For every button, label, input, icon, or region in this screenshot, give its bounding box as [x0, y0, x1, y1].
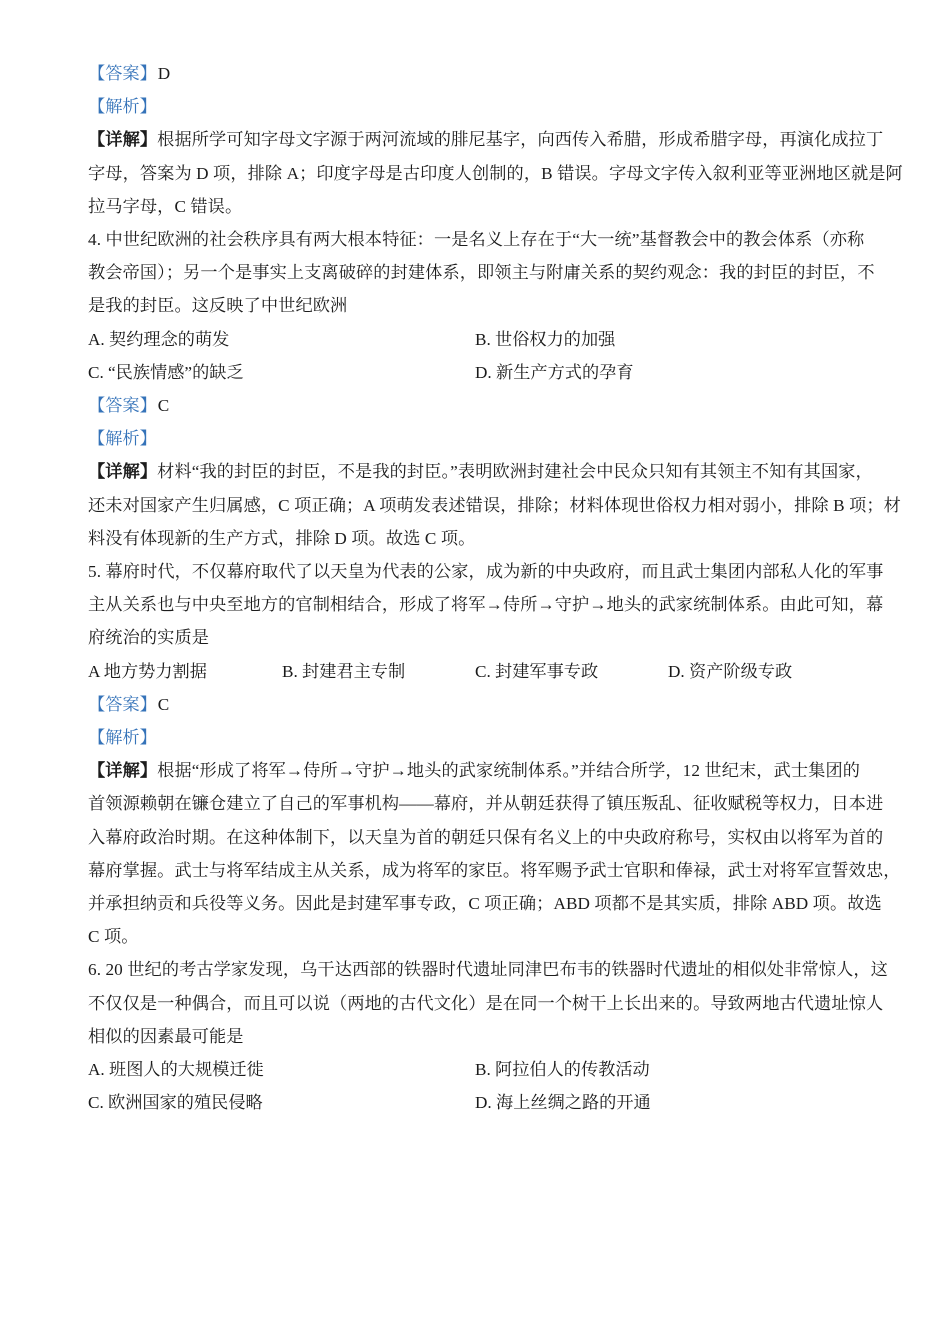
detail-paragraph	[88, 455, 901, 555]
answer-line	[88, 688, 873, 721]
detail-line: 料没有体现新的生产方式，排除 D 项。故选 C 项。	[88, 528, 476, 548]
detail-label: 【详解】	[88, 130, 158, 150]
question-line: 5. 幕府时代，不仅幕府取代了以天皇为代表的公家，成为新的中央政府，而且武士集团内部私人化的军事	[88, 562, 884, 582]
detail-line: 【详解】材料“我的封臣的封臣，不是我的封臣。”表明欧洲封建社会中民众只知有其领主不知有其国家，	[88, 462, 873, 482]
answer-line	[88, 389, 873, 422]
detail-line: C 项。	[88, 927, 139, 947]
detail-line: 拉马字母，C 错误。	[88, 196, 243, 216]
detail-line: 【详解】根据所学可知字母文字源于两河流域的腓尼基字，向西传入希腊，形成希腊字母，再演化成拉丁	[88, 130, 884, 150]
detail-line: 字母，答案为 D 项，排除 A；印度字母是古印度人创制的，B 错误。字母文字传入叙利亚等亚洲地区就是阿	[88, 163, 903, 183]
question-5	[88, 555, 884, 688]
analysis-header	[88, 422, 873, 455]
option-b[interactable]: B. 阿拉伯人的传教活动	[475, 1060, 650, 1080]
option-row	[88, 323, 873, 356]
analysis-label: 【解析】	[88, 728, 157, 748]
detail-line: 首领源赖朝在镰仓建立了自己的军事机构——幕府，并从朝廷获得了镇压叛乱、征收赋税等权力，日本进	[88, 794, 884, 814]
option-row	[88, 1086, 873, 1119]
option-row	[88, 1053, 873, 1086]
detail-line: 入幕府政治时期。在这种体制下，以天皇为首的朝廷只保有名义上的中央政府称号，实权由以将军为首的	[88, 827, 884, 847]
answer-line	[88, 57, 873, 90]
detail-line: 还未对国家产生归属感，C 项正确；A 项萌发表述错误，排除；材料体现世俗权力相对弱小，排除 B 项；材	[88, 495, 901, 515]
answer-value: D	[157, 64, 171, 83]
analysis-label: 【解析】	[88, 97, 157, 117]
option-row	[88, 356, 873, 389]
question-4	[88, 223, 873, 389]
option-b[interactable]: B. 封建君主专制	[282, 661, 406, 681]
detail-paragraph	[88, 123, 903, 223]
analysis-header	[88, 90, 873, 123]
option-d[interactable]: D. 资产阶级专政	[668, 661, 793, 681]
option-d[interactable]: D. 海上丝绸之路的开通	[475, 1093, 651, 1113]
option-d[interactable]: D. 新生产方式的孕育	[475, 362, 634, 382]
question-6	[88, 953, 888, 1119]
answer-label: 【答案】	[88, 396, 157, 415]
detail-label: 【详解】	[88, 462, 158, 482]
question-line: 不仅仅是一种偶合，而且可以说（两地的古代文化）是在同一个树干上长出来的。导致两地古代遗址惊人	[88, 993, 884, 1013]
detail-line: 并承担纳贡和兵役等义务。因此是封建军事专政，C 项正确；ABD 项都不是其实质，排除 ABD 项。故选	[88, 894, 882, 914]
question-line: 6. 20 世纪的考古学家发现，乌干达西部的铁器时代遗址同津巴布韦的铁器时代遗址的相似处非常惊人，这	[88, 960, 888, 980]
question-line: 是我的封臣。这反映了中世纪欧洲	[88, 296, 348, 316]
option-c[interactable]: C. “民族情感”的缺乏	[88, 362, 244, 382]
answer-label: 【答案】	[88, 694, 157, 714]
option-a[interactable]: A 地方势力割据	[88, 661, 207, 681]
option-b[interactable]: B. 世俗权力的加强	[475, 329, 616, 349]
option-row	[88, 655, 873, 688]
option-c[interactable]: C. 封建军事专政	[475, 661, 599, 681]
question-line: 府统治的实质是	[88, 628, 210, 648]
analysis-header	[88, 721, 873, 754]
option-a[interactable]: A. 契约理念的萌发	[88, 329, 230, 349]
analysis-label: 【解析】	[88, 429, 157, 449]
detail-line: 幕府掌握。武士与将军结成主从关系，成为将军的家臣。将军赐予武士官职和俸禄，武士对将军宣誓效忠，	[88, 860, 901, 880]
detail-label: 【详解】	[88, 761, 158, 781]
answer-value: C	[157, 396, 170, 415]
question-line: 主从关系也与中央至地方的官制相结合，形成了将军→侍所→守护→地头的武家统制体系。由此可知，幕	[88, 595, 884, 615]
question-line: 相似的因素最可能是	[88, 1026, 244, 1046]
option-a[interactable]: A. 班图人的大规模迁徙	[88, 1060, 264, 1080]
answer-value: C	[157, 694, 170, 714]
detail-line: 【详解】根据“形成了将军→侍所→守护→地头的武家统制体系。”并结合所学，12 世纪末，武士集团的	[88, 761, 861, 781]
option-c[interactable]: C. 欧洲国家的殖民侵略	[88, 1093, 263, 1113]
question-line: 教会帝国）；另一个是事实上支离破碎的封建体系，即领主与附庸关系的契约观念：我的封臣的封臣，不	[88, 263, 875, 283]
answer-label: 【答案】	[88, 64, 157, 83]
question-line: 4. 中世纪欧洲的社会秩序具有两大根本特征：一是名义上存在于“大一统”基督教会中的教会体系（亦称	[88, 230, 865, 250]
detail-paragraph	[88, 754, 901, 953]
